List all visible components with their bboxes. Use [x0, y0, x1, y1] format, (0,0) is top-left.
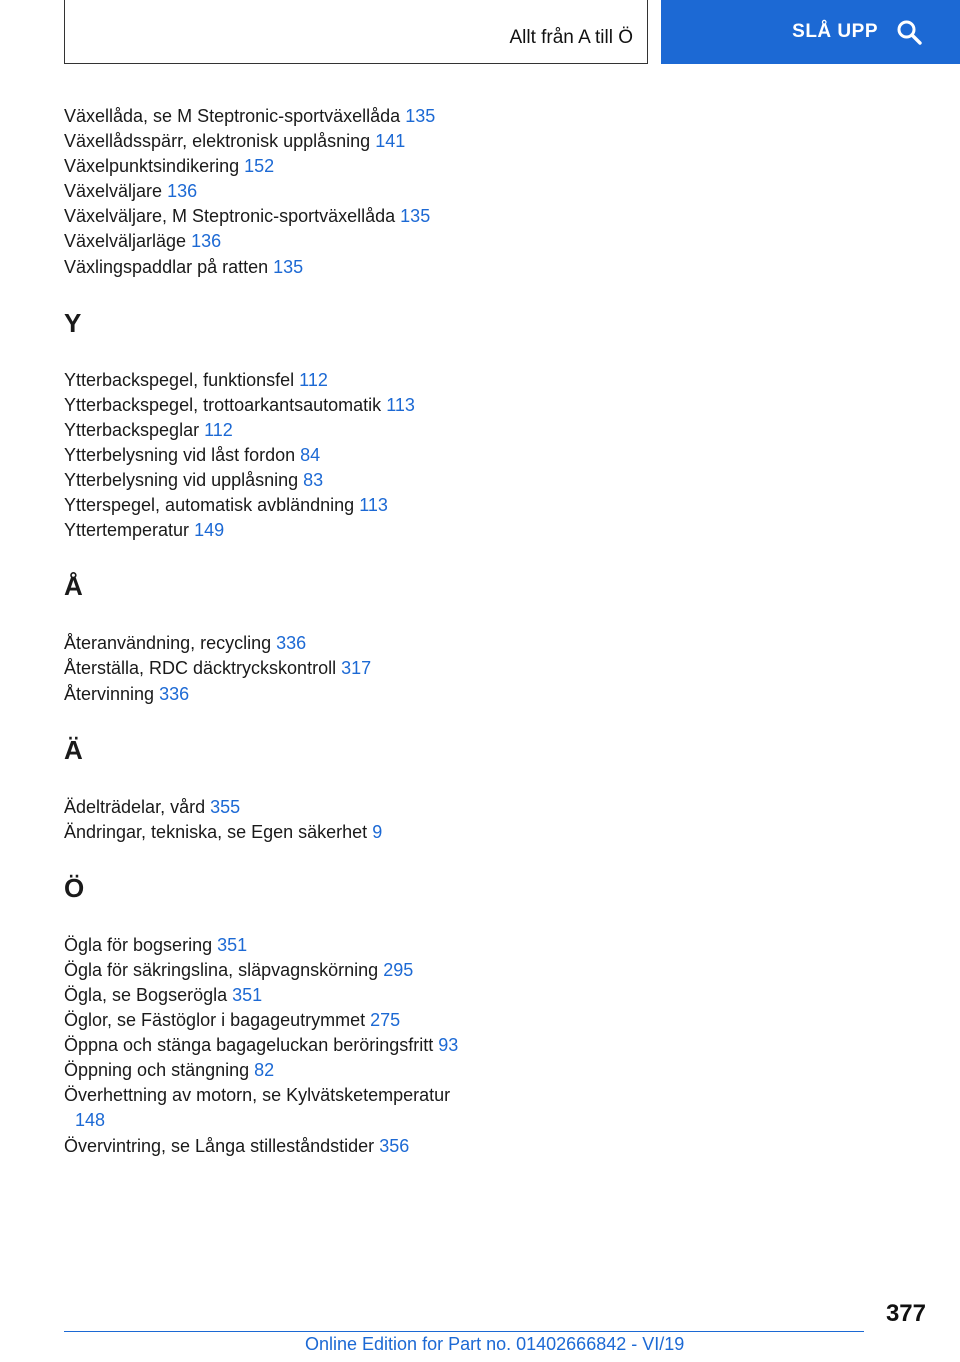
- footer-divider: [64, 1331, 864, 1332]
- index-entry: [64, 104, 484, 129]
- page-reference-link[interactable]: 336: [276, 633, 307, 654]
- index-entry-text: Växelväljarläge: [64, 231, 187, 252]
- page-reference-link[interactable]: 148: [75, 1110, 106, 1131]
- page-reference-link[interactable]: 136: [167, 181, 198, 202]
- index-entry: [64, 255, 484, 280]
- index-entry: [64, 443, 484, 468]
- index-entry-text: Ytterspegel, automatisk avbländning: [64, 495, 355, 516]
- index-entry: [64, 983, 484, 1008]
- index-entry-text: Ändringar, tekniska, se Egen säkerhet: [64, 821, 368, 842]
- index-entry-text: Ytterbelysning vid upplåsning: [64, 470, 299, 491]
- page-reference-link[interactable]: 336: [159, 683, 190, 704]
- footer-edition: Online Edition for Part no. 01402666842 - VI/19: [305, 1334, 685, 1354]
- index-entry: [64, 1134, 484, 1159]
- index-entry: [64, 418, 484, 443]
- index-entry: [64, 518, 484, 543]
- page-number: 377: [885, 1300, 926, 1327]
- index-entry-text: Ädelträdelar, vård: [64, 796, 206, 817]
- page-reference-link[interactable]: 275: [370, 1010, 401, 1031]
- page-reference-link[interactable]: 135: [400, 206, 431, 227]
- index-entry-text: Växellåda, se M Steptronic-sportväxellåda: [64, 106, 401, 126]
- index-entry: [64, 229, 484, 254]
- page-reference-link[interactable]: 141: [375, 131, 406, 152]
- index-entry: [64, 468, 484, 493]
- index-entry: [64, 204, 484, 229]
- index-entry: [64, 1058, 484, 1083]
- search-icon: [896, 19, 922, 45]
- index-entry: [64, 795, 484, 820]
- section-letter: Ä: [64, 734, 83, 765]
- page-reference-link[interactable]: 113: [359, 495, 388, 516]
- index-entry-text: Växelväljare, M Steptronic-sportväxellåda: [64, 206, 396, 227]
- index-entry-text: Ögla för säkringslina, släpvagnskörning: [64, 959, 379, 980]
- index-entry: [64, 129, 484, 154]
- index-entry-text: Övervintring, se Långa stilleståndstider: [64, 1135, 375, 1156]
- page-reference-link[interactable]: 135: [405, 106, 436, 126]
- index-entry-text: Öppna och stänga bagageluckan beröringsfritt: [64, 1035, 434, 1056]
- index-entry-text: Växlingspaddlar på ratten: [64, 256, 269, 277]
- page-reference-link[interactable]: 356: [379, 1135, 410, 1156]
- index-entry: [64, 1008, 484, 1033]
- index-entry-text: Öglor, se Fästöglor i bagageutrymmet: [64, 1010, 366, 1031]
- page-reference-link[interactable]: 135: [273, 256, 304, 277]
- index-entry: [64, 1033, 484, 1058]
- search-button[interactable]: [661, 0, 960, 64]
- page-reference-link[interactable]: 112: [204, 419, 233, 440]
- page-reference-link[interactable]: 9: [372, 821, 383, 842]
- page-reference-link[interactable]: 136: [191, 231, 222, 252]
- index-entry-text: Ytterbackspegel, funktionsfel: [64, 369, 295, 390]
- section-letter: Å: [64, 571, 83, 602]
- index-entry-text: Återanvändning, recycling: [64, 633, 272, 654]
- section-letter: Ö: [64, 872, 85, 903]
- index-entry-text: Överhettning av motorn, se Kylvätsketemperatur: [64, 1085, 451, 1106]
- page-reference-link[interactable]: 113: [386, 394, 415, 415]
- header-title: Allt från A till Ö: [509, 27, 633, 48]
- index-entry: [64, 393, 484, 418]
- index-entry-text: Återställa, RDC däcktryckskontroll: [64, 658, 337, 679]
- index-content: [64, 104, 484, 1187]
- page-reference-link[interactable]: 112: [299, 369, 328, 390]
- index-entry: [64, 493, 484, 518]
- index-entry-text: Yttertemperatur: [64, 520, 190, 541]
- index-entry-text: Ytterbackspeglar: [64, 419, 200, 440]
- page-reference-link[interactable]: 317: [341, 658, 372, 679]
- index-section: [64, 873, 484, 1159]
- index-entry-text: Växelpunktsindikering: [64, 156, 240, 177]
- index-entry-text: Återvinning: [64, 683, 155, 704]
- search-button-label: SLÅ UPP: [792, 21, 878, 42]
- page-reference-link[interactable]: 93: [438, 1035, 459, 1056]
- index-entry: [64, 682, 484, 707]
- page-reference-link[interactable]: 295: [383, 959, 414, 980]
- index-entry: [64, 820, 484, 845]
- index-section: [64, 104, 484, 280]
- index-entry: [64, 179, 484, 204]
- index-section: [64, 735, 484, 845]
- index-entry-text: Växelväljare: [64, 181, 163, 202]
- index-entry: [64, 154, 484, 179]
- page-reference-link[interactable]: 351: [217, 934, 248, 955]
- page-reference-link[interactable]: 355: [210, 796, 241, 817]
- index-section: [64, 308, 484, 544]
- page-reference-link[interactable]: 152: [244, 156, 275, 177]
- index-entry: [64, 1083, 484, 1133]
- index-entry-text: Växellådsspärr, elektronisk upplåsning: [64, 131, 371, 152]
- section-header: [64, 0, 648, 64]
- index-entry-text: Ytterbelysning vid låst fordon: [64, 444, 296, 465]
- index-entry: [64, 958, 484, 983]
- index-entry-text: Öppning och stängning: [64, 1060, 250, 1081]
- index-entry: [64, 933, 484, 958]
- index-entry-text: Ögla för bogsering: [64, 934, 213, 955]
- page-reference-link[interactable]: 84: [300, 444, 321, 465]
- page-reference-link[interactable]: 351: [232, 984, 263, 1005]
- index-entry: [64, 368, 484, 393]
- page-reference-link[interactable]: 82: [254, 1060, 275, 1081]
- index-entry-text: Ytterbackspegel, trottoarkantsautomatik: [64, 394, 382, 415]
- page-reference-link[interactable]: 83: [303, 470, 324, 491]
- page-reference-link[interactable]: 149: [194, 520, 225, 541]
- section-letter: Y: [64, 307, 82, 338]
- index-entry: [64, 656, 484, 681]
- index-section: [64, 571, 484, 706]
- index-entry: [64, 631, 484, 656]
- index-entry-text: Ögla, se Bogserögla: [64, 984, 228, 1005]
